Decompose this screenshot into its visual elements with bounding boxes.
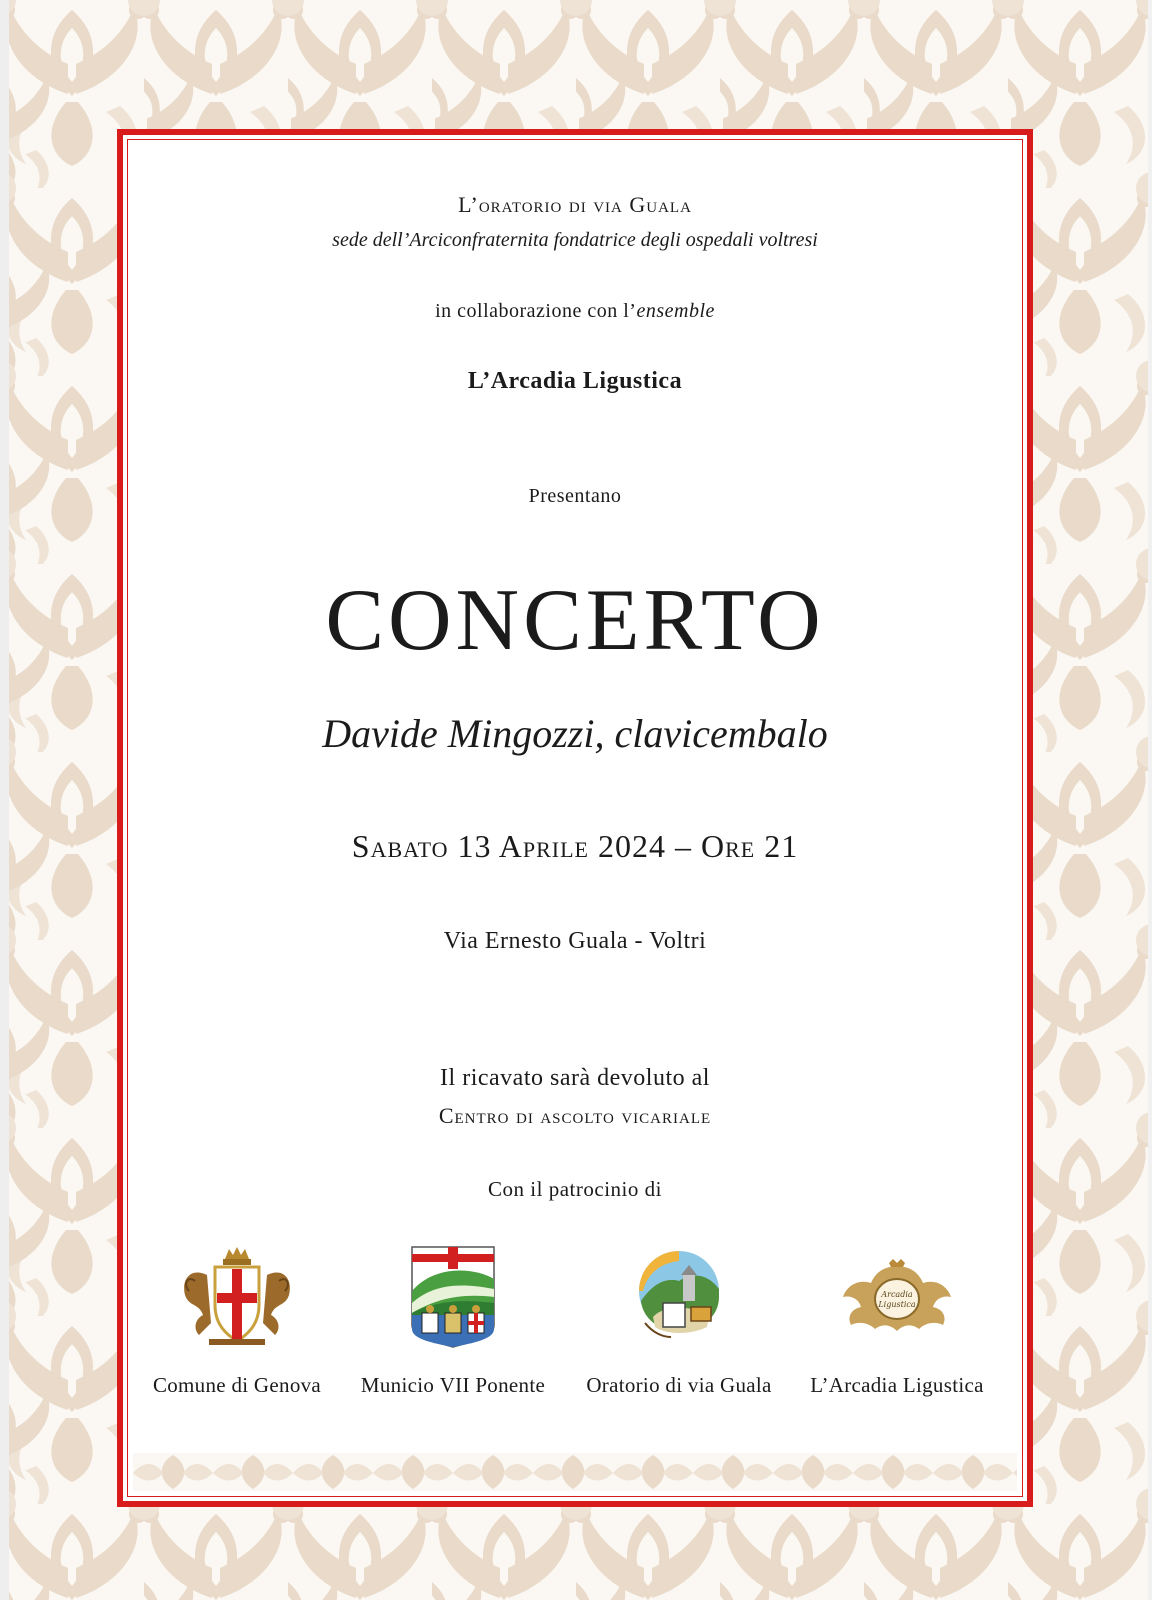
organizer-subtitle: sede dell’Arciconfraternita fondatrice degli ospedali voltresi xyxy=(332,229,818,251)
collaboration-line xyxy=(128,300,1022,323)
sponsor-oratorio-guala xyxy=(559,1245,799,1397)
municipio-name-part2: VII xyxy=(439,1373,470,1397)
ensemble-name: L’Arcadia Ligustica xyxy=(467,368,683,394)
sponsor-name-oratorio: Oratorio di via Guala xyxy=(586,1373,772,1397)
municipio-name-part1: Municio xyxy=(360,1373,440,1397)
crest-text-2: Ligustica xyxy=(878,1300,916,1309)
arcadia-ligustica-crest-icon xyxy=(839,1259,955,1339)
sponsor-logos-row xyxy=(128,1245,1022,1405)
sponsor-name-arcadia: L’Arcadia Ligustica xyxy=(810,1373,984,1397)
crest-text-1: Arcadia xyxy=(881,1290,913,1299)
sponsor-arcadia-ligustica xyxy=(777,1245,1017,1397)
poster-inner-border xyxy=(127,139,1023,1497)
sponsor-name-municipio xyxy=(333,1373,573,1398)
proceeds-line-1: Il ricavato sarà devoluto al xyxy=(440,1065,710,1091)
municipio-shield-icon xyxy=(408,1245,498,1349)
presents-label: Presentano xyxy=(528,485,622,507)
organizer-title xyxy=(128,192,1022,218)
proceeds-line-2: Centro di ascolto vicariale xyxy=(438,1103,712,1128)
performer-line: Davide Mingozzi, clavicembalo xyxy=(322,711,828,756)
sponsor-name-comune-genova: Comune di Genova xyxy=(152,1373,322,1397)
event-title: CONCERTO xyxy=(325,572,825,669)
collaboration-emphasis: ensemble xyxy=(636,300,715,322)
event-venue: Via Ernesto Guala - Voltri xyxy=(443,928,707,954)
collaboration-text: in collaborazione con l’ xyxy=(435,300,637,322)
patronage-label: Con il patrocinio di xyxy=(488,1177,662,1201)
municipio-name-part3: Ponente xyxy=(469,1373,546,1397)
oratorio-logo-icon xyxy=(633,1245,725,1341)
sponsor-comune-genova xyxy=(117,1245,357,1397)
right-page-edge xyxy=(1148,0,1152,1600)
frame-bottom-ornament-band xyxy=(133,1453,1017,1491)
bottom-ornament-icon xyxy=(133,1453,1017,1491)
sponsor-municipio-ponente xyxy=(333,1245,573,1397)
poster-frame xyxy=(117,129,1033,1507)
left-page-edge xyxy=(0,0,9,1600)
organizer-title-rest: oratorio di via Guala xyxy=(478,192,692,217)
genoa-coat-of-arms-icon xyxy=(177,1245,297,1349)
event-datetime: Sabato 13 Aprile 2024 – Ore 21 xyxy=(351,828,799,864)
organizer-title-prefix: L’ xyxy=(458,192,479,217)
